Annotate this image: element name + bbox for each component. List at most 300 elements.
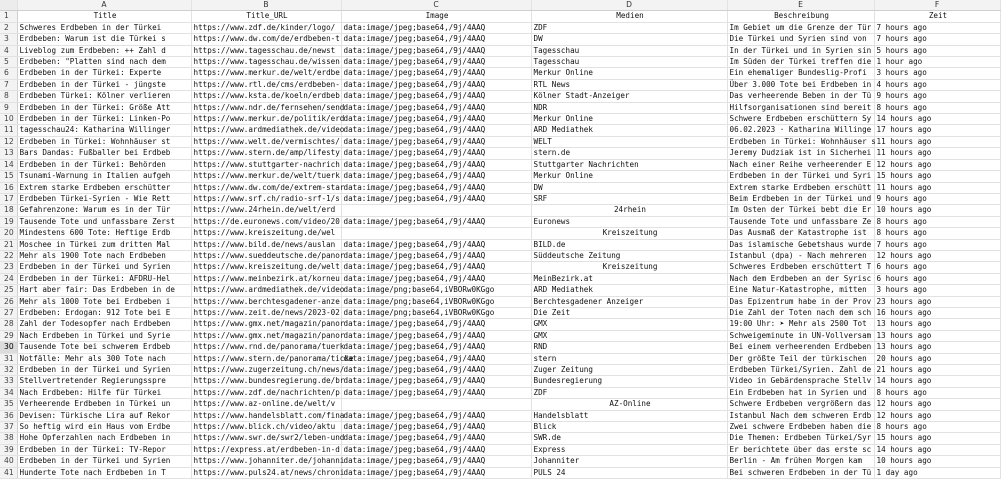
cell[interactable]: Eine Natur-Katastrophe, mitten — [727, 285, 874, 296]
cell[interactable]: WELT — [531, 136, 727, 147]
cell[interactable]: Über 3.000 Tote bei Erdbeben in — [727, 79, 874, 90]
cell[interactable]: Die Zahl der Toten nach dem sch — [727, 307, 874, 318]
cell[interactable]: data:image/jpeg;base64,/9j/4AAQ — [341, 422, 531, 433]
cell[interactable]: 13 hours ago — [874, 342, 1000, 353]
cell[interactable]: 10 hours ago — [874, 205, 1000, 216]
row-header[interactable]: 37 — [0, 422, 17, 433]
column-header-c[interactable]: C — [341, 0, 531, 11]
cell[interactable]: data:image/jpeg;base64,/9j/4AAQ — [341, 45, 531, 56]
cell[interactable]: https://www.bundesregierung.de/br — [191, 376, 341, 387]
cell[interactable]: Kölner Stadt-Anzeiger — [531, 91, 727, 102]
row-header[interactable]: 15 — [0, 171, 17, 182]
cell[interactable]: DW — [531, 182, 727, 193]
cell[interactable]: Im Süden der Türkei treffen die — [727, 57, 874, 68]
cell[interactable]: data:image/jpeg;base64,/9j/4AAQ — [341, 22, 531, 33]
cell[interactable]: 8 hours ago — [874, 102, 1000, 113]
cell[interactable]: https://www.24rhein.de/welt/erd — [191, 205, 341, 216]
cell[interactable]: https://www.dw.com/de/erdbeben-t — [191, 34, 341, 45]
cell[interactable]: https://www.handelsblatt.com/fina — [191, 410, 341, 421]
cell[interactable]: ARD Mediathek — [531, 285, 727, 296]
cell[interactable] — [341, 228, 531, 239]
cell[interactable]: Bei einem verheerenden Erdbeben — [727, 342, 874, 353]
cell[interactable]: Johanniter — [531, 456, 727, 467]
cell[interactable]: Tausende Tote und unfassbare Zerst — [17, 216, 191, 227]
cell[interactable]: data:image/jpeg;base64,/9j/4AAQ — [341, 330, 531, 341]
row-header[interactable]: 33 — [0, 376, 17, 387]
cell[interactable]: data:image/jpeg;base64,/9j/4AAQ — [341, 68, 531, 79]
cell[interactable]: https://www.zdf.de/kinder/logo/ — [191, 22, 341, 33]
cell[interactable]: 7 hours ago — [874, 22, 1000, 33]
cell[interactable]: https://www.merkur.de/welt/tuerk — [191, 171, 341, 182]
cell[interactable]: https://www.meinbezirk.at/korneu — [191, 273, 341, 284]
cell[interactable]: Der größte Teil der türkischen — [727, 353, 874, 364]
cell[interactable]: In der Türkei und in Syrien sin — [727, 45, 874, 56]
cell[interactable]: stern — [531, 353, 727, 364]
row-header[interactable]: 7 — [0, 79, 17, 90]
cell[interactable]: ARD Mediathek — [531, 125, 727, 136]
cell[interactable]: https://www.gmx.net/magazin/panor — [191, 330, 341, 341]
header-cell[interactable]: Zeit — [874, 11, 1000, 22]
cell[interactable]: 8 hours ago — [874, 387, 1000, 398]
row-header[interactable]: 41 — [0, 467, 17, 478]
column-header-d[interactable]: D — [531, 0, 727, 11]
cell[interactable]: Im Osten der Türkei bebt die Er — [727, 205, 874, 216]
cell[interactable]: https://www.blick.ch/video/aktu — [191, 422, 341, 433]
cell[interactable]: data:image/png;base64,iVBORw0KGgo — [341, 285, 531, 296]
row-header[interactable]: 38 — [0, 433, 17, 444]
cell[interactable]: PULS 24 — [531, 467, 727, 478]
row-header[interactable]: 25 — [0, 285, 17, 296]
cell[interactable]: ZDF — [531, 387, 727, 398]
row-header[interactable]: 1 — [0, 11, 17, 22]
cell[interactable]: Erdbeben in der Türkei - jüngste — [17, 79, 191, 90]
cell[interactable]: Bars Dandas: Fußballer bei Erdbeb — [17, 148, 191, 159]
cell[interactable]: Mehr als 1000 Tote bei Erdbeben i — [17, 296, 191, 307]
cell[interactable]: https://www.kreiszeitung.de/welt — [191, 262, 341, 273]
cell[interactable]: Er berichtete über das erste sc — [727, 444, 874, 455]
cell[interactable]: Stellvertretender Regierungsspre — [17, 376, 191, 387]
header-cell[interactable]: Title_URL — [191, 11, 341, 22]
row-header[interactable]: 2 — [0, 22, 17, 33]
cell[interactable]: https://www.tagesschau.de/wissen — [191, 57, 341, 68]
cell[interactable]: Beim Erdbeben in der Türkei und — [727, 193, 874, 204]
cell[interactable]: 9 hours ago — [874, 193, 1000, 204]
cell[interactable]: 9 hours ago — [874, 91, 1000, 102]
cell[interactable]: https://express.at/erdbeben-in-d — [191, 444, 341, 455]
cell[interactable]: Nach einer Reihe verheerender E — [727, 159, 874, 170]
cell[interactable]: Berchtesgadener Anzeiger — [531, 296, 727, 307]
cell[interactable]: Im Gebiet um die Grenze der Tür — [727, 22, 874, 33]
cell[interactable]: https://www.rnd.de/panorama/tuerk — [191, 342, 341, 353]
cell[interactable]: 6 hours ago — [874, 273, 1000, 284]
cell[interactable]: RND — [531, 342, 727, 353]
cell[interactable]: https://www.kreiszeitung.de/wel — [191, 228, 341, 239]
row-header[interactable]: 26 — [0, 296, 17, 307]
cell[interactable]: Erdbeben in der Türkei und Syrien — [17, 456, 191, 467]
row-header[interactable]: 30 — [0, 342, 17, 353]
cell[interactable]: data:image/jpeg;base64,/9j/4AAQ — [341, 376, 531, 387]
cell[interactable]: https://www.stuttgarter-nachrich — [191, 159, 341, 170]
cell[interactable]: https://www.swr.de/swr2/leben-und — [191, 433, 341, 444]
cell[interactable]: Zahl der Todesopfer nach Erdbeben — [17, 319, 191, 330]
cell[interactable]: Handelsblatt — [531, 410, 727, 421]
header-cell[interactable]: Image — [341, 11, 531, 22]
cell[interactable]: Erdbeben Türkei/Syrien. Zahl de — [727, 365, 874, 376]
cell[interactable]: https://www.stern.de/panorama/ticke — [191, 353, 341, 364]
cell[interactable]: data:image/jpeg;base64,/9j/4AAQ — [341, 216, 531, 227]
cell[interactable]: Hohe Opferzahlen nach Erdbeben in — [17, 433, 191, 444]
cell[interactable]: data:image/jpeg;base64,/9j/4AAQ — [341, 410, 531, 421]
row-header[interactable]: 40 — [0, 456, 17, 467]
cell[interactable]: Erdbeben in der Türkei und Syrien — [17, 262, 191, 273]
cell[interactable]: Tsunami-Warnung in Italien aufgeh — [17, 171, 191, 182]
cell[interactable]: data:image/jpeg;base64,/9j/4AAQ — [341, 387, 531, 398]
cell[interactable]: Berlin - Am frühen Morgen kam — [727, 456, 874, 467]
cell[interactable]: Bundesregierung — [531, 376, 727, 387]
cell[interactable]: Liveblog zum Erdbeben: ++ Zahl d — [17, 45, 191, 56]
cell[interactable]: https://www.rtl.de/cms/erdbeben- — [191, 79, 341, 90]
row-header[interactable]: 4 — [0, 45, 17, 56]
cell[interactable]: 7 hours ago — [874, 34, 1000, 45]
select-all-corner[interactable] — [0, 0, 17, 11]
sheet-row — [0, 102, 1000, 113]
cell[interactable]: 24rhein — [531, 205, 727, 216]
cell[interactable]: data:image/jpeg;base64,/9j/4AAQ — [341, 353, 531, 364]
cell[interactable]: Ein Erdbeben hat in Syrien und — [727, 387, 874, 398]
cell[interactable]: data:image/jpeg;base64,/9j/4AAQ — [341, 467, 531, 478]
row-header[interactable]: 11 — [0, 125, 17, 136]
cell[interactable]: Schweigeminute in UN-Vollversam — [727, 330, 874, 341]
cell[interactable]: https://www.merkur.de/welt/erdbe — [191, 68, 341, 79]
cell[interactable]: Erdbeben in Türkei: Wohnhäuser st — [17, 136, 191, 147]
row-header[interactable]: 23 — [0, 262, 17, 273]
cell[interactable]: SWR.de — [531, 433, 727, 444]
sheet-row — [0, 250, 1000, 261]
cell[interactable]: data:image/jpeg;base64,/9j/4AAQ — [341, 114, 531, 125]
row-header[interactable]: 21 — [0, 239, 17, 250]
cell[interactable]: stern.de — [531, 148, 727, 159]
cell[interactable]: data:image/jpeg;base64,/9j/4AAQ — [341, 262, 531, 273]
cell[interactable]: Devisen: Türkische Lira auf Rekor — [17, 410, 191, 421]
cell[interactable]: 6 hours ago — [874, 262, 1000, 273]
cell[interactable]: data:image/jpeg;base64,/9j/4AAQ — [341, 444, 531, 455]
row-header[interactable]: 5 — [0, 57, 17, 68]
cell[interactable]: Stuttgarter Nachrichten — [531, 159, 727, 170]
cell[interactable]: Moschee in Türkei zum dritten Mal — [17, 239, 191, 250]
column-header-e[interactable]: E — [727, 0, 874, 11]
cell[interactable]: Euronews — [531, 216, 727, 227]
cell[interactable]: 16 hours ago — [874, 307, 1000, 318]
column-header-row — [0, 0, 1000, 11]
cell[interactable]: https://www.zdf.de/nachrichten/p — [191, 387, 341, 398]
cell[interactable]: Die Themen: Erdbeben Türkei/Syr — [727, 433, 874, 444]
cell[interactable]: 14 hours ago — [874, 114, 1000, 125]
cell[interactable]: data:image/jpeg;base64,/9j/4AAQ — [341, 125, 531, 136]
cell[interactable]: https://www.welt.de/vermischtes/ — [191, 136, 341, 147]
cell[interactable]: DW — [531, 34, 727, 45]
cell[interactable]: Erdbeben in der Türkei: Experte — [17, 68, 191, 79]
cell[interactable]: https://www.sueddeutsche.de/panor — [191, 250, 341, 261]
cell[interactable]: Extrem starke Erdbeben erschütt — [727, 182, 874, 193]
cell[interactable]: data:image/jpeg;base64,/9j/4AAQ — [341, 148, 531, 159]
cell[interactable]: 13 hours ago — [874, 330, 1000, 341]
row-header[interactable]: 28 — [0, 319, 17, 330]
cell[interactable]: NDR — [531, 102, 727, 113]
row-header[interactable]: 35 — [0, 399, 17, 410]
cell[interactable]: GMX — [531, 319, 727, 330]
row-header[interactable]: 10 — [0, 114, 17, 125]
cell[interactable]: 21 hours ago — [874, 365, 1000, 376]
cell[interactable]: Istanbul Nach dem schweren Erdb — [727, 410, 874, 421]
cell[interactable]: data:image/jpeg;base64,/9j/4AAQ — [341, 273, 531, 284]
cell[interactable]: data:image/jpeg;base64,/9j/4AAQ — [341, 239, 531, 250]
column-header-f[interactable]: F — [874, 0, 1000, 11]
cell[interactable]: SRF — [531, 193, 727, 204]
cell[interactable]: Bei schweren Erdbeben in der Tü — [727, 467, 874, 478]
cell[interactable]: data:image/jpeg;base64,/9j/4AAQ — [341, 433, 531, 444]
cell[interactable]: 15 hours ago — [874, 171, 1000, 182]
cell[interactable]: https://www.gmx.net/magazin/panor — [191, 319, 341, 330]
cell[interactable]: 12 hours ago — [874, 410, 1000, 421]
cell[interactable]: Verheerende Erdbeben in Türkei un — [17, 399, 191, 410]
cell[interactable]: Tagesschau — [531, 45, 727, 56]
cell[interactable]: https://www.johanniter.de/johanni — [191, 456, 341, 467]
cell[interactable]: Erdbeben in Türkei: Wohnhäuser s — [727, 136, 874, 147]
cell[interactable]: Extrem starke Erdbeben erschütter — [17, 182, 191, 193]
cell[interactable]: https://www.ardmediathek.de/video — [191, 285, 341, 296]
cell[interactable]: data:image/jpeg;base64,/9j/4AAQ — [341, 79, 531, 90]
cell[interactable]: data:image/jpeg;base64,/9j/4AAQ — [341, 182, 531, 193]
cell[interactable]: Merkur Online — [531, 171, 727, 182]
cell[interactable]: Notfälle: Mehr als 300 Tote nach — [17, 353, 191, 364]
cell[interactable]: 1 hour ago — [874, 57, 1000, 68]
cell[interactable]: Süddeutsche Zeitung — [531, 250, 727, 261]
cell[interactable]: data:image/jpeg;base64,/9j/4AAQ — [341, 102, 531, 113]
cell[interactable]: https://www.dw.com/de/extrem-star — [191, 182, 341, 193]
cell[interactable]: Blick — [531, 422, 727, 433]
cell[interactable]: 4 hours ago — [874, 79, 1000, 90]
cell[interactable]: data:image/jpeg;base64,/9j/4AAQ — [341, 34, 531, 45]
cell[interactable]: Schweres Erdbeben erschüttert T — [727, 262, 874, 273]
row-header[interactable]: 6 — [0, 68, 17, 79]
cell[interactable]: 1 day ago — [874, 467, 1000, 478]
cell[interactable]: https://www.az-online.de/welt/v — [191, 399, 341, 410]
cell[interactable]: BILD.de — [531, 239, 727, 250]
cell[interactable]: Nach Erdbeben in Türkei und Syrie — [17, 330, 191, 341]
cell[interactable]: https://www.srf.ch/radio-srf-1/s — [191, 193, 341, 204]
cell[interactable]: 8 hours ago — [874, 216, 1000, 227]
cell[interactable]: Hunderte Tote nach Erdbeben in T — [17, 467, 191, 478]
cell[interactable]: Nach dem Erdbeben an der Syrisc — [727, 273, 874, 284]
cell[interactable]: 8 hours ago — [874, 228, 1000, 239]
row-header[interactable]: 29 — [0, 330, 17, 341]
cell[interactable]: data:image/jpeg;base64,/9j/4AAQ — [341, 319, 531, 330]
cell[interactable]: https://www.berchtesgadener-anze — [191, 296, 341, 307]
cell[interactable]: Merkur Online — [531, 68, 727, 79]
cell[interactable]: Jeremy Dudziak ist in Sicherhei — [727, 148, 874, 159]
cell[interactable]: https://de.euronews.com/video/20 — [191, 216, 341, 227]
cell[interactable]: data:image/jpeg;base64,/9j/4AAQ — [341, 365, 531, 376]
row-header[interactable]: 18 — [0, 205, 17, 216]
header-cell[interactable]: Medien — [531, 11, 727, 22]
cell[interactable]: 5 hours ago — [874, 45, 1000, 56]
cell[interactable]: 23 hours ago — [874, 296, 1000, 307]
row-header[interactable]: 36 — [0, 410, 17, 421]
cell[interactable]: 7 hours ago — [874, 239, 1000, 250]
cell[interactable]: Schwere Erdbeben vergrößern das — [727, 399, 874, 410]
sheet-row — [0, 228, 1000, 239]
cell[interactable]: Das Epizentrum habe in der Prov — [727, 296, 874, 307]
cell[interactable]: Die Zeit — [531, 307, 727, 318]
row-header[interactable]: 3 — [0, 34, 17, 45]
cell[interactable]: Zwei schwere Erdbeben haben die — [727, 422, 874, 433]
cell[interactable]: data:image/jpeg;base64,/9j/4AAQ — [341, 57, 531, 68]
cell[interactable] — [341, 399, 531, 410]
sheet-row — [0, 182, 1000, 193]
row-header[interactable]: 17 — [0, 193, 17, 204]
cell[interactable]: 12 hours ago — [874, 399, 1000, 410]
cell[interactable]: 11 hours ago — [874, 148, 1000, 159]
row-header[interactable]: 24 — [0, 273, 17, 284]
column-header-b[interactable]: B — [191, 0, 341, 11]
row-header[interactable]: 16 — [0, 182, 17, 193]
cell[interactable]: https://www.zugerzeitung.ch/news/ — [191, 365, 341, 376]
cell[interactable]: 13 hours ago — [874, 319, 1000, 330]
cell[interactable]: data:image/jpeg;base64,/9j/4AAQ — [341, 91, 531, 102]
cell[interactable]: https://www.zeit.de/news/2023-02 — [191, 307, 341, 318]
cell[interactable]: 3 hours ago — [874, 285, 1000, 296]
cell[interactable]: https://www.ksta.de/koeln/erdbeb — [191, 91, 341, 102]
cell[interactable]: data:image/jpeg;base64,/9j/4AAQ — [341, 342, 531, 353]
cell[interactable]: Kreiszeitung — [531, 262, 727, 273]
cell[interactable]: So heftig wird ein Haus vom Erdbe — [17, 422, 191, 433]
cell[interactable]: Erdbeben Türkei-Syrien - Wie Rett — [17, 193, 191, 204]
cell[interactable]: data:image/png;base64,iVBORw0KGgo — [341, 296, 531, 307]
cell[interactable]: data:image/jpeg;base64,/9j/4AAQ — [341, 136, 531, 147]
cell[interactable]: Zuger Zeitung — [531, 365, 727, 376]
row-header[interactable]: 31 — [0, 353, 17, 364]
cell[interactable]: Das Ausmaß der Katastrophe ist — [727, 228, 874, 239]
cell[interactable]: data:image/jpeg;base64,/9j/4AAQ — [341, 250, 531, 261]
cell[interactable]: Erdbeben Türkei: Kölner verlieren — [17, 91, 191, 102]
cell[interactable]: GMX — [531, 330, 727, 341]
cell[interactable]: Erdbeben: Erdogan: 912 Tote bei E — [17, 307, 191, 318]
cell[interactable]: data:image/jpeg;base64,/9j/4AAQ — [341, 456, 531, 467]
sheet-row — [0, 273, 1000, 284]
row-header[interactable]: 22 — [0, 250, 17, 261]
cell[interactable]: Kreiszeitung — [531, 228, 727, 239]
cell[interactable]: Erdbeben in der Türkei: Größe Att — [17, 102, 191, 113]
cell[interactable]: 17 hours ago — [874, 125, 1000, 136]
cell[interactable]: data:image/jpeg;base64,/9j/4AAQ — [341, 193, 531, 204]
cell[interactable]: Die Türkei und Syrien sind von — [727, 34, 874, 45]
row-header[interactable]: 20 — [0, 228, 17, 239]
cell[interactable]: Mindestens 600 Tote: Heftige Erdb — [17, 228, 191, 239]
cell[interactable]: https://www.ardmediathek.de/video — [191, 125, 341, 136]
cell[interactable]: Gefahrenzone: Warum es in der Tür — [17, 205, 191, 216]
row-header[interactable]: 14 — [0, 159, 17, 170]
row-header[interactable]: 9 — [0, 102, 17, 113]
cell[interactable]: https://www.stern.de/amp/lifesty — [191, 148, 341, 159]
cell[interactable]: 8 hours ago — [874, 422, 1000, 433]
header-cell[interactable]: Title — [17, 11, 191, 22]
row-header[interactable]: 19 — [0, 216, 17, 227]
cell[interactable]: Tausende Tote und unfassbare Ze — [727, 216, 874, 227]
row-header[interactable]: 39 — [0, 444, 17, 455]
row-header[interactable]: 12 — [0, 136, 17, 147]
row-header[interactable]: 27 — [0, 307, 17, 318]
cell[interactable]: ZDF — [531, 22, 727, 33]
cell[interactable]: https://www.merkur.de/politik/erd — [191, 114, 341, 125]
cell[interactable]: https://www.puls24.at/news/chroni — [191, 467, 341, 478]
cell[interactable]: 10 hours ago — [874, 456, 1000, 467]
cell[interactable]: data:image/jpeg;base64,/9j/4AAQ — [341, 159, 531, 170]
cell[interactable]: Istanbul (dpa) - Nach mehreren — [727, 250, 874, 261]
cell[interactable]: Erdbeben in der Türkei und Syrien — [17, 365, 191, 376]
cell[interactable]: 06.02.2023 · Katharina Willinge — [727, 125, 874, 136]
column-header-a[interactable]: A — [17, 0, 191, 11]
header-cell[interactable]: Beschreibung — [727, 11, 874, 22]
cell[interactable]: RTL News — [531, 79, 727, 90]
cell[interactable]: AZ-Online — [531, 399, 727, 410]
cell[interactable]: https://www.tagesschau.de/newst — [191, 45, 341, 56]
cell[interactable]: Das verheerende Beben in der Tü — [727, 91, 874, 102]
cell[interactable]: Hilfsorganisationen sind bereit — [727, 102, 874, 113]
cell[interactable]: Erdbeben in der Türkei: Behörden — [17, 159, 191, 170]
cell[interactable]: Erdbeben in der Türkei: TV-Repor — [17, 444, 191, 455]
cell[interactable]: https://www.ndr.de/fernsehen/send — [191, 102, 341, 113]
cell[interactable]: 3 hours ago — [874, 68, 1000, 79]
cell[interactable]: Nach Erdbeben: Hilfe für Türkei — [17, 387, 191, 398]
cell[interactable]: Express — [531, 444, 727, 455]
cell[interactable]: 19:00 Uhr: ➤ Mehr als 2500 Tot — [727, 319, 874, 330]
cell[interactable]: Erdbeben: Warum ist die Türkei s — [17, 34, 191, 45]
cell[interactable]: Erdbeben in der Türkei und Syri — [727, 171, 874, 182]
cell[interactable]: Video in Gebärdensprache Stellv — [727, 376, 874, 387]
cell[interactable]: Schwere Erdbeben erschüttern Sy — [727, 114, 874, 125]
cell[interactable]: data:image/jpeg;base64,/9j/4AAQ — [341, 171, 531, 182]
cell[interactable]: 11 hours ago — [874, 136, 1000, 147]
cell[interactable]: Erdbeben in der Türkei: Linken-Po — [17, 114, 191, 125]
cell[interactable]: 20 hours ago — [874, 353, 1000, 364]
row-header[interactable]: 32 — [0, 365, 17, 376]
row-header[interactable]: 13 — [0, 148, 17, 159]
cell[interactable]: Tagesschau — [531, 57, 727, 68]
cell[interactable]: Schweres Erdbeben in der Türkei — [17, 22, 191, 33]
cell[interactable]: 14 hours ago — [874, 444, 1000, 455]
cell[interactable]: Ein ehemaliger Bundeslig-Profi — [727, 68, 874, 79]
cell[interactable]: Mehr als 1900 Tote nach Erdbeben — [17, 250, 191, 261]
cell[interactable]: Merkur Online — [531, 114, 727, 125]
cell[interactable]: Erdbeben in der Türkei: AFDRU-Hel — [17, 273, 191, 284]
cell[interactable]: 14 hours ago — [874, 376, 1000, 387]
cell[interactable]: MeinBezirk.at — [531, 273, 727, 284]
row-header[interactable]: 34 — [0, 387, 17, 398]
cell[interactable]: 11 hours ago — [874, 182, 1000, 193]
cell[interactable]: Tausende Tote bei schwerem Erdbeb — [17, 342, 191, 353]
cell[interactable]: 15 hours ago — [874, 433, 1000, 444]
cell[interactable]: https://www.bild.de/news/auslan — [191, 239, 341, 250]
cell[interactable]: 12 hours ago — [874, 159, 1000, 170]
cell[interactable]: tagesschau24: Katharina Willinger — [17, 125, 191, 136]
row-header[interactable]: 8 — [0, 91, 17, 102]
cell[interactable] — [341, 205, 531, 216]
cell[interactable]: 12 hours ago — [874, 250, 1000, 261]
cell[interactable]: data:image/png;base64,iVBORw0KGgo — [341, 307, 531, 318]
cell[interactable]: Hart aber fair: Das Erdbeben in de — [17, 285, 191, 296]
cell[interactable]: Erdbeben: "Platten sind nach dem — [17, 57, 191, 68]
cell[interactable]: Das islamische Gebetshaus wurde — [727, 239, 874, 250]
